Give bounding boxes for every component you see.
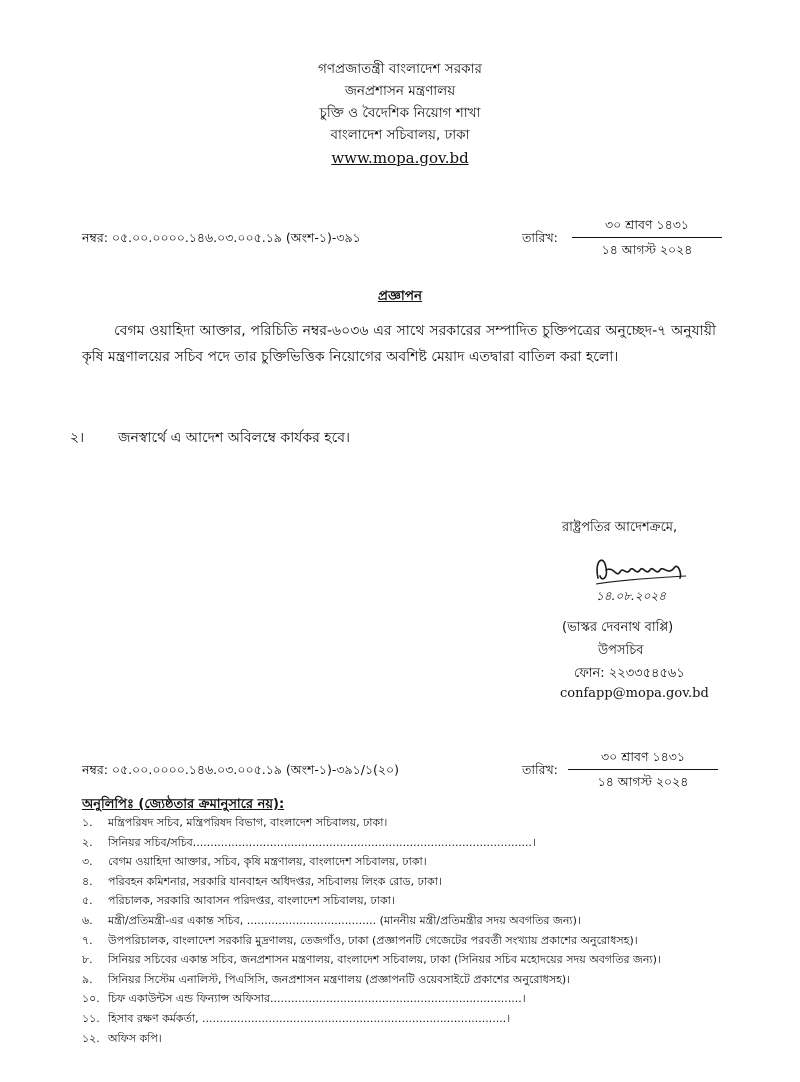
list-item-number: ১২.: [82, 1031, 100, 1045]
list-item: [82, 970, 722, 990]
list-item-text: পরিচালক, সরকারি আবাসন পরিদপ্তর, বাংলাদেশ সচিবালয়, ঢাকা।: [108, 894, 395, 908]
list-item-text: চিফ একাউন্টস এন্ড ফিন্যান্স অফিসার........................................................................।: [108, 992, 526, 1006]
list-item-number: ৯.: [82, 972, 93, 986]
list-item-text: সিনিয়র সিস্টেম এনালিস্ট, পিএসিসি, জনপ্রশাসন মন্ত্রণালয় (প্রজ্ঞাপনটি ওয়েবসাইটে প্রকাশের অনুরোধসহ)।: [108, 972, 571, 986]
signatory-phone: ফোন: ২২৩৩৫৪৫৬১: [574, 666, 685, 681]
list-item-text: উপপরিচালক, বাংলাদেশ সরকারি মুদ্রণালয়, তেজগাঁও, ঢাকা (প্রজ্ঞাপনটি গেজেটের পরবর্তী সংখ্যায় প্রকাশের অনুরোধসহ)।: [108, 933, 638, 947]
list-item-text: সিনিয়র সচিব/সচিব.................................................................................................।: [108, 835, 536, 849]
memo-number-copy: নম্বর: ০৫.০০.০০০০.১৪৬.০৩.০০৫.১৯ (অংশ-১)-৩৯১/১(২০): [82, 762, 400, 777]
list-item-text: মন্ত্রিপরিষদ সচিব, মন্ত্রিপরিষদ বিভাগ, বাংলাদেশ সচিবালয়, ঢাকা।: [108, 816, 388, 829]
date-bangla-copy: ৩০ শ্রাবণ ১৪৩১: [601, 749, 685, 764]
list-item: [82, 1009, 722, 1029]
list-item-number: ১.: [82, 816, 93, 829]
list-item: [82, 833, 722, 853]
paragraph-number: ২।: [70, 430, 85, 446]
list-item-number: ২.: [82, 835, 93, 849]
date-block: [572, 216, 722, 259]
date-block-copy: [568, 748, 718, 791]
notification-paragraph: বেগম ওয়াহিদা আক্তার, পরিচিতি নম্বর-৬০৩৬ এর সাথে সরকারের সম্পাদিত চুক্তিপত্রের অনুচ্ছেদ-৭ অনুযায়ী কৃষি মন্ত্রণালয়ের সচিব পদে তার চুক্তিভিত্তিক নিয়োগের অবশিষ্ট মেয়াদ এতদ্বারা বাতিল করা হলো।: [82, 323, 716, 365]
list-item-number: ৮.: [82, 953, 93, 967]
signatory-designation: উপসচিব: [598, 643, 644, 658]
branch-name: চুক্তি ও বৈদেশিক নিয়োগ শাখা: [319, 105, 481, 121]
government-name: গণপ্রজাতন্ত্রী বাংলাদেশ সরকার: [318, 61, 482, 77]
signature-date: ১৪.০৮.২০২৪: [596, 589, 666, 603]
copy-distribution-heading: অনুলিপিঃ (জ্যেষ্ঠতার ক্রমানুসারে নয়):: [82, 797, 285, 812]
list-item-number: ৬.: [82, 913, 93, 927]
list-item-text: হিসাব রক্ষণ কর্মকর্তা, .......................................................................................।: [108, 1011, 511, 1025]
list-item: [82, 813, 722, 833]
list-item-number: ১১.: [82, 1011, 100, 1025]
list-item-text: সিনিয়র সচিবের একান্ত সচিব, জনপ্রশাসন মন্ত্রণালয়, বাংলাদেশ সচিবালয়, ঢাকা (সিনিয়র সচিব মহোদয়ের সদয় অবগতির জন্য)।: [108, 953, 661, 967]
list-item-text: পরিবহন কমিশনার, সরকারি যানবাহন অধিদপ্তর, সচিবালয় লিংক রোড, ঢাকা।: [108, 874, 442, 888]
list-item-text: বেগম ওয়াহিদা আক্তার, সচিব, কৃষি মন্ত্রণালয়, বাংলাদেশ সচিবালয়, ঢাকা।: [108, 855, 427, 869]
list-item: [82, 950, 722, 970]
date-divider: [572, 237, 722, 238]
signatory-email[interactable]: confapp@mopa.gov.bd: [560, 686, 709, 701]
ministry-name: জনপ্রশাসন মন্ত্রণালয়: [344, 83, 456, 99]
date-gregorian-copy: ১৪ আগস্ট ২০২৪: [597, 774, 689, 789]
website-link[interactable]: www.mopa.gov.bd: [331, 149, 469, 167]
copy-distribution-list: [82, 813, 722, 1048]
date-gregorian: ১৪ আগস্ট ২০২৪: [601, 242, 693, 257]
list-item: [82, 852, 722, 872]
order-line: রাষ্ট্রপতির আদেশক্রমে,: [562, 520, 678, 535]
signatory-name: (ভাস্কর দেবনাথ বাপ্পি): [562, 620, 674, 635]
list-item-number: ৪.: [82, 874, 93, 888]
memo-number: নম্বর: ০৫.০০.০০০০.১৪৬.০৩.০০৫.১৯ (অংশ-১)-৩৯১: [82, 230, 361, 245]
list-item: [82, 911, 722, 931]
list-item-number: ১০.: [82, 992, 100, 1006]
list-item-text: অফিস কপি।: [108, 1031, 162, 1045]
list-item: [82, 891, 722, 911]
handwritten-signature: [590, 548, 700, 604]
list-item-number: ৩.: [82, 855, 93, 869]
list-item-number: ৭.: [82, 933, 93, 947]
date-label-copy: তারিখ:: [522, 762, 558, 777]
list-item-text: মন্ত্রী/প্রতিমন্ত্রী-এর একান্ত সচিব, ..................................... (মাননীয় মন্ত্রী/প্রতিমন্ত্রীর সদয় অবগতির জন্য)।: [108, 913, 581, 927]
date-label: তারিখ:: [522, 230, 558, 245]
date-bangla: ৩০ শ্রাবণ ১৪৩১: [605, 217, 689, 232]
list-item: [82, 931, 722, 951]
office-address: বাংলাদেশ সচিবালয়, ঢাকা: [330, 127, 470, 143]
document-title: প্রজ্ঞাপন: [377, 288, 423, 304]
paragraph-two-text: জনস্বার্থে এ আদেশ অবিলম্বে কার্যকর হবে।: [118, 430, 351, 446]
list-item: [82, 872, 722, 892]
list-item-number: ৫.: [82, 894, 93, 908]
date-divider-copy: [568, 769, 718, 770]
letterhead: [0, 58, 800, 170]
list-item: [82, 1029, 722, 1049]
list-item: [82, 989, 722, 1009]
